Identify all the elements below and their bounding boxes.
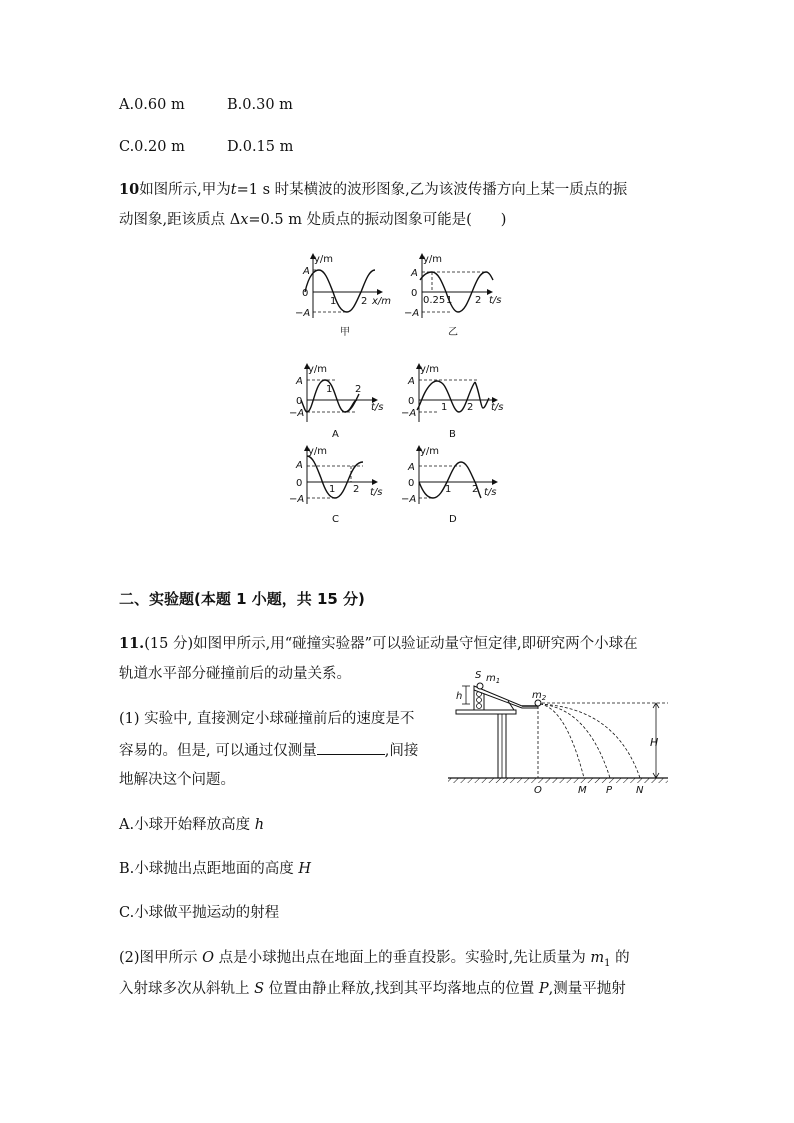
- graph-b-t-unit: t/s: [491, 402, 504, 413]
- graph-d-zero: 0: [408, 478, 415, 489]
- ball-m1: [477, 683, 483, 689]
- label-S: S: [475, 670, 482, 681]
- q11-line2: 轨道水平部分碰撞前后的动量关系。: [119, 666, 351, 682]
- answer-blank[interactable]: [317, 740, 385, 755]
- graph-yi-negA: −A: [404, 308, 420, 319]
- graph-option-b: [397, 360, 512, 442]
- label-P: P: [606, 785, 613, 796]
- graph-yi-tick2: 2: [475, 295, 482, 306]
- q10-line2: [119, 210, 506, 230]
- graph-d-t-unit: t/s: [484, 487, 497, 498]
- graph-c-negA: −A: [289, 494, 305, 505]
- graph-b-A: A: [408, 376, 415, 387]
- graph-yi-tick025: 0.25: [423, 295, 446, 306]
- q11-subscript: 1: [604, 957, 611, 969]
- option-b: B.0.30 m: [227, 97, 293, 113]
- graph-option-a: [285, 360, 395, 442]
- graph-c-tick1: 1: [329, 484, 336, 495]
- q11-part2-line2: [119, 979, 626, 999]
- graph-a-y-label: y/m: [308, 364, 328, 375]
- q11-var-H: H: [298, 861, 312, 877]
- trajectory-m: [540, 704, 584, 778]
- q10-text: 动图象,距该质点 Δ: [119, 212, 241, 228]
- q11-line1: [119, 634, 638, 654]
- q11-text: 的: [610, 950, 630, 966]
- q10-text: 如图所示,甲为: [139, 182, 231, 198]
- graph-c-y-label: y/m: [308, 446, 328, 457]
- graph-b-zero: 0: [408, 396, 415, 407]
- graph-a-t-unit: t/s: [371, 402, 384, 413]
- graph-d-caption: D: [449, 514, 457, 525]
- q11-text: 点是小球抛出点在地面上的垂直投影。实验时,先让质量为: [214, 950, 591, 966]
- q10-var-x: x: [240, 212, 249, 228]
- trajectory-n: [540, 704, 640, 778]
- q11-part1-line1: (1) 实验中, 直接测定小球碰撞前后的速度是不: [119, 711, 415, 727]
- option-c: C.0.20 m: [119, 139, 185, 155]
- q10-number: 10: [119, 181, 140, 198]
- q11-var-P: P: [538, 981, 549, 997]
- q11-text: 入射球多次从斜轨上: [119, 981, 255, 997]
- q10-text: =0.5 m 处质点的振动图象可能是( ): [248, 212, 507, 228]
- graph-d-A: A: [408, 462, 415, 473]
- label-m2: $m_2$: [532, 690, 547, 702]
- graph-b-tick1: 1: [441, 402, 448, 413]
- graph-yi-t-unit: t/s: [489, 295, 502, 306]
- graph-jia-x-unit: x/m: [372, 296, 392, 307]
- q10-var-t: t: [230, 182, 237, 198]
- graph-b-tick2: 2: [467, 402, 474, 413]
- q11-option-c: C.小球做平抛运动的射程: [119, 905, 280, 921]
- graph-a-negA: −A: [289, 408, 305, 419]
- q11-var-O: O: [202, 950, 215, 966]
- graph-b-y-label: y/m: [420, 364, 440, 375]
- collision-apparatus-diagram: [448, 668, 678, 798]
- q11-text: ,测量平抛射: [548, 981, 626, 997]
- trajectory-p: [540, 704, 610, 778]
- graph-a-zero: 0: [296, 396, 303, 407]
- graph-c-tick2: 2: [353, 484, 360, 495]
- label-N: N: [636, 785, 644, 796]
- q11-part1-line3: 地解决这个问题。: [119, 772, 235, 788]
- q10-line1: [119, 180, 627, 200]
- graph-yi-tick1: 1: [446, 295, 453, 306]
- ground-hatch: [448, 778, 668, 783]
- graph-c-A: A: [296, 460, 303, 471]
- q10-text: =1 s 时某横波的波形图象,乙为该波传播方向上某一质点的振: [236, 182, 628, 198]
- q11-part1-line2: [119, 740, 418, 761]
- graph-jia-tick2: 2: [361, 296, 368, 307]
- graph-yi: [400, 250, 515, 340]
- q11-text: B.小球抛出点距地面的高度: [119, 861, 299, 877]
- graph-a-A: A: [296, 376, 303, 387]
- section-title: 二、实验题(本题 1 小题，共 15 分): [119, 590, 365, 608]
- q11-var-S: S: [254, 981, 265, 997]
- graph-b-negA: −A: [401, 408, 417, 419]
- graph-jia: [285, 250, 400, 340]
- label-h: h: [456, 691, 463, 702]
- q11-text: (2)图甲所示: [119, 950, 203, 966]
- graph-c-zero: 0: [296, 478, 303, 489]
- q11-number: 11.: [119, 635, 145, 652]
- q11-text: 位置由静止释放,找到其平均落地点的位置: [264, 981, 539, 997]
- graph-a-tick1: 1: [326, 384, 333, 395]
- graph-yi-y-label: y/m: [423, 254, 443, 265]
- q11-var-m: m: [590, 950, 605, 966]
- graph-a-tick2: 2: [355, 384, 362, 395]
- q11-text: A.小球开始释放高度: [119, 817, 255, 833]
- graph-option-d: [397, 442, 512, 527]
- graph-option-c: [285, 442, 395, 527]
- graph-c-caption: C: [332, 514, 339, 525]
- table-top: [456, 710, 516, 714]
- graph-d-y-label: y/m: [420, 446, 440, 457]
- label-O: O: [534, 785, 542, 796]
- graph-d-tick1: 1: [445, 484, 452, 495]
- graph-jia-y-label: y/m: [314, 254, 334, 265]
- q11-text: 容易的。但是, 可以通过仅测量: [119, 743, 317, 759]
- graph-a-caption: A: [332, 429, 339, 440]
- q11-option-b: [119, 859, 311, 879]
- graph-jia-negA: −A: [295, 308, 311, 319]
- label-m1: $m_1$: [486, 673, 501, 685]
- graph-yi-zero: 0: [411, 288, 418, 299]
- graph-jia-caption: 甲: [340, 327, 350, 338]
- q11-option-a: [119, 815, 264, 835]
- graph-d-negA: −A: [401, 494, 417, 505]
- graph-d-tick2: 2: [472, 484, 479, 495]
- label-H: H: [650, 736, 659, 749]
- label-M: M: [578, 785, 587, 796]
- q11-part2-line1: [119, 948, 630, 974]
- graph-jia-zero: 0: [302, 288, 309, 299]
- graph-yi-caption: 乙: [448, 327, 458, 338]
- graph-jia-tick1: 1: [330, 296, 337, 307]
- q11-text: (15 分)如图甲所示,用“碰撞实验器”可以验证动量守恒定律,即研究两个小球在: [144, 636, 638, 652]
- graph-jia-A: A: [303, 266, 310, 277]
- q11-text: ,间接: [384, 743, 419, 759]
- option-a: A.0.60 m: [119, 97, 185, 113]
- q11-var-h: h: [254, 817, 265, 833]
- graph-b-caption: B: [449, 429, 456, 440]
- graph-c-t-unit: t/s: [370, 487, 383, 498]
- graph-yi-A: A: [411, 268, 418, 279]
- option-d: D.0.15 m: [227, 139, 294, 155]
